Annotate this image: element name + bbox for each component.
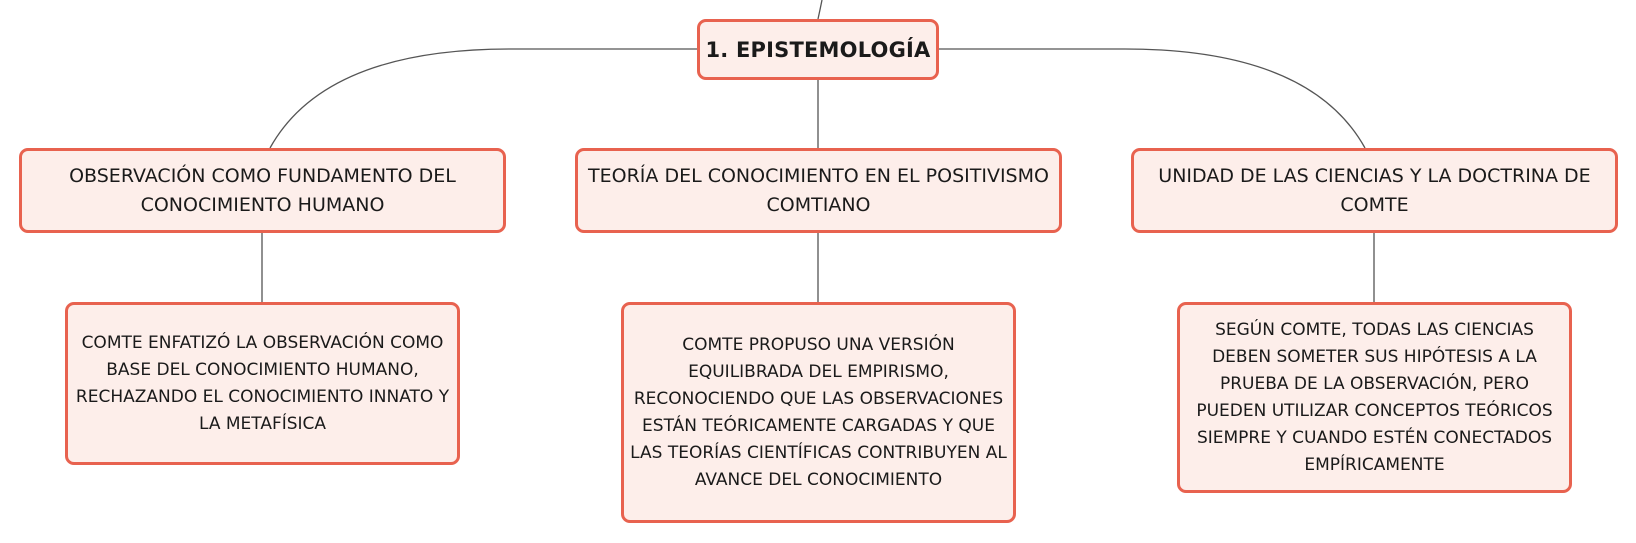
root-node-epistemologia[interactable]: [697, 19, 939, 80]
detail-node-unidad-ciencias[interactable]: [1177, 302, 1572, 493]
branch-node-label: TEORÍA DEL CONOCIMIENTO EN EL POSITIVISMO COMTIANO: [588, 164, 1049, 216]
detail-node-observacion[interactable]: [65, 302, 460, 465]
branch-node-label: OBSERVACIÓN COMO FUNDAMENTO DEL CONOCIMIENTO HUMANO: [69, 164, 456, 216]
connector-root-to-branch-left: [270, 49, 697, 148]
branch-node-unidad-ciencias[interactable]: [1131, 148, 1618, 233]
detail-node-text: SEGÚN COMTE, TODAS LAS CIENCIAS DEBEN SOMETER SUS HIPÓTESIS A LA PRUEBA DE LA OBSERVACIÓN, PERO PUEDEN UTILIZAR CONCEPTOS TEÓRICOS SIEMPRE Y CUANDO ESTÉN CONECTADOS EMPÍRICAMENTE: [1196, 319, 1553, 475]
connector-root-to-branch-right: [939, 49, 1365, 148]
detail-node-text: COMTE PROPUSO UNA VERSIÓN EQUILIBRADA DEL EMPIRISMO, RECONOCIENDO QUE LAS OBSERVACIONES ESTÁN TEÓRICAMENTE CARGADAS Y QUE LAS TEORÍAS CIENTÍFICAS CONTRIBUYEN AL AVANCE DEL CONOCIMIENTO: [630, 334, 1007, 490]
detail-node-text: COMTE ENFATIZÓ LA OBSERVACIÓN COMO BASE DEL CONOCIMIENTO HUMANO, RECHAZANDO EL CONOCIMIENTO INNATO Y LA METAFÍSICA: [75, 332, 450, 434]
branch-node-observacion[interactable]: [19, 148, 506, 233]
branch-node-label: UNIDAD DE LAS CIENCIAS Y LA DOCTRINA DE COMTE: [1158, 164, 1591, 216]
root-node-label: 1. EPISTEMOLOGÍA: [705, 37, 931, 62]
branch-node-teoria-conocimiento[interactable]: [575, 148, 1062, 233]
detail-node-teoria-conocimiento[interactable]: [621, 302, 1016, 523]
connector-parent-to-root: [818, 0, 822, 19]
